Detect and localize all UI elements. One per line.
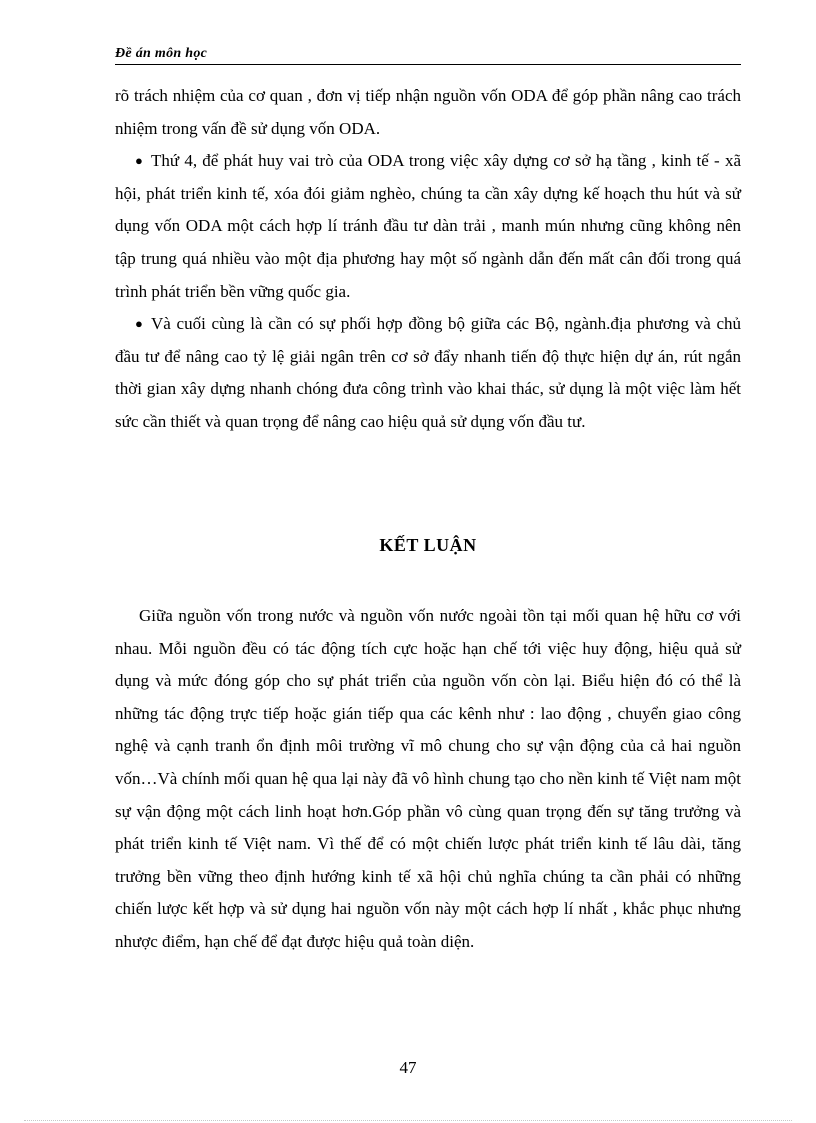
- bullet-icon: ●: [135, 153, 143, 169]
- page-header: [115, 44, 741, 65]
- bullet-paragraph-1: [115, 145, 741, 308]
- conclusion-body: [115, 600, 741, 959]
- bullet-icon: ●: [135, 316, 143, 332]
- page-number: 47: [399, 1058, 417, 1077]
- header-title: Đề án môn học: [115, 46, 208, 61]
- bullet-paragraph-2: [115, 308, 741, 438]
- body-text: [115, 80, 741, 439]
- section-heading: KẾT LUẬN: [379, 535, 477, 555]
- conclusion-paragraph: Giữa nguồn vốn trong nước và nguồn vốn nước ngoài tồn tại mối quan hệ hữu cơ với nhau. Mỗi nguồn đều có tác động tích cực hoặc hạn chế tới việc huy động, hiệu quả sử dụng và mức đóng góp cho sự phát triển của nguồn vốn còn lại. Biểu hiện đó có thể là những tác động trực tiếp hoặc gián tiếp qua các kênh như : lao động , chuyển giao công nghệ và cạnh tranh ổn định môi trường vĩ mô chung cho sự vận động của cả hai nguồn vốn…Và chính mối quan hệ qua lại này đã vô hình chung tạo cho nền kinh tế Việt nam một sự vận động một cách linh hoạt hơn.Góp phần vô cùng quan trọng đến sự tăng trưởng và phát triển kinh tế Việt nam. Vì thế để có một chiến lược phát triển kinh tế lâu dài, tăng trưởng bền vững theo định hướng kinh tế xã hội chủ nghĩa chúng ta cần phải có những chiến lược kết hợp và sử dụng hai nguồn vốn này một cách hợp lí nhất , khắc phục nhưng nhược điểm, hạn chế để đạt được hiệu quả toàn diện.: [115, 606, 741, 951]
- continuation-paragraph: rõ trách nhiệm của cơ quan , đơn vị tiếp nhận nguồn vốn ODA để góp phần nâng cao trách nhiệm trong vấn đề sử dụng vốn ODA.: [115, 86, 741, 138]
- page-bottom-divider: [24, 1120, 792, 1121]
- bullet-text: Thứ 4, để phát huy vai trò của ODA trong việc xây dựng cơ sở hạ tầng , kinh tế - xã hội, phát triển kinh tế, xóa đói giảm nghèo, chúng ta cần xây dựng kế hoạch thu hút và sử dụng vốn ODA một cách hợp lí tránh đầu tư dàn trải , manh mún nhưng cũng không nên tập trung quá nhiều vào một địa phương hay một số ngành dẫn đến mất cân đối trong quá trình phát triển bền vững quốc gia.: [115, 151, 741, 301]
- bullet-text: Và cuối cùng là cần có sự phối hợp đồng bộ giữa các Bộ, ngành.địa phương và chủ đầu tư để nâng cao tỷ lệ giải ngân trên cơ sở đẩy nhanh tiến độ thực hiện dự án, rút ngắn thời gian xây dựng nhanh chóng đưa công trình vào khai thác, sử dụng là một việc làm hết sức cần thiết và quan trọng để nâng cao hiệu quả sử dụng vốn đầu tư.: [115, 314, 741, 431]
